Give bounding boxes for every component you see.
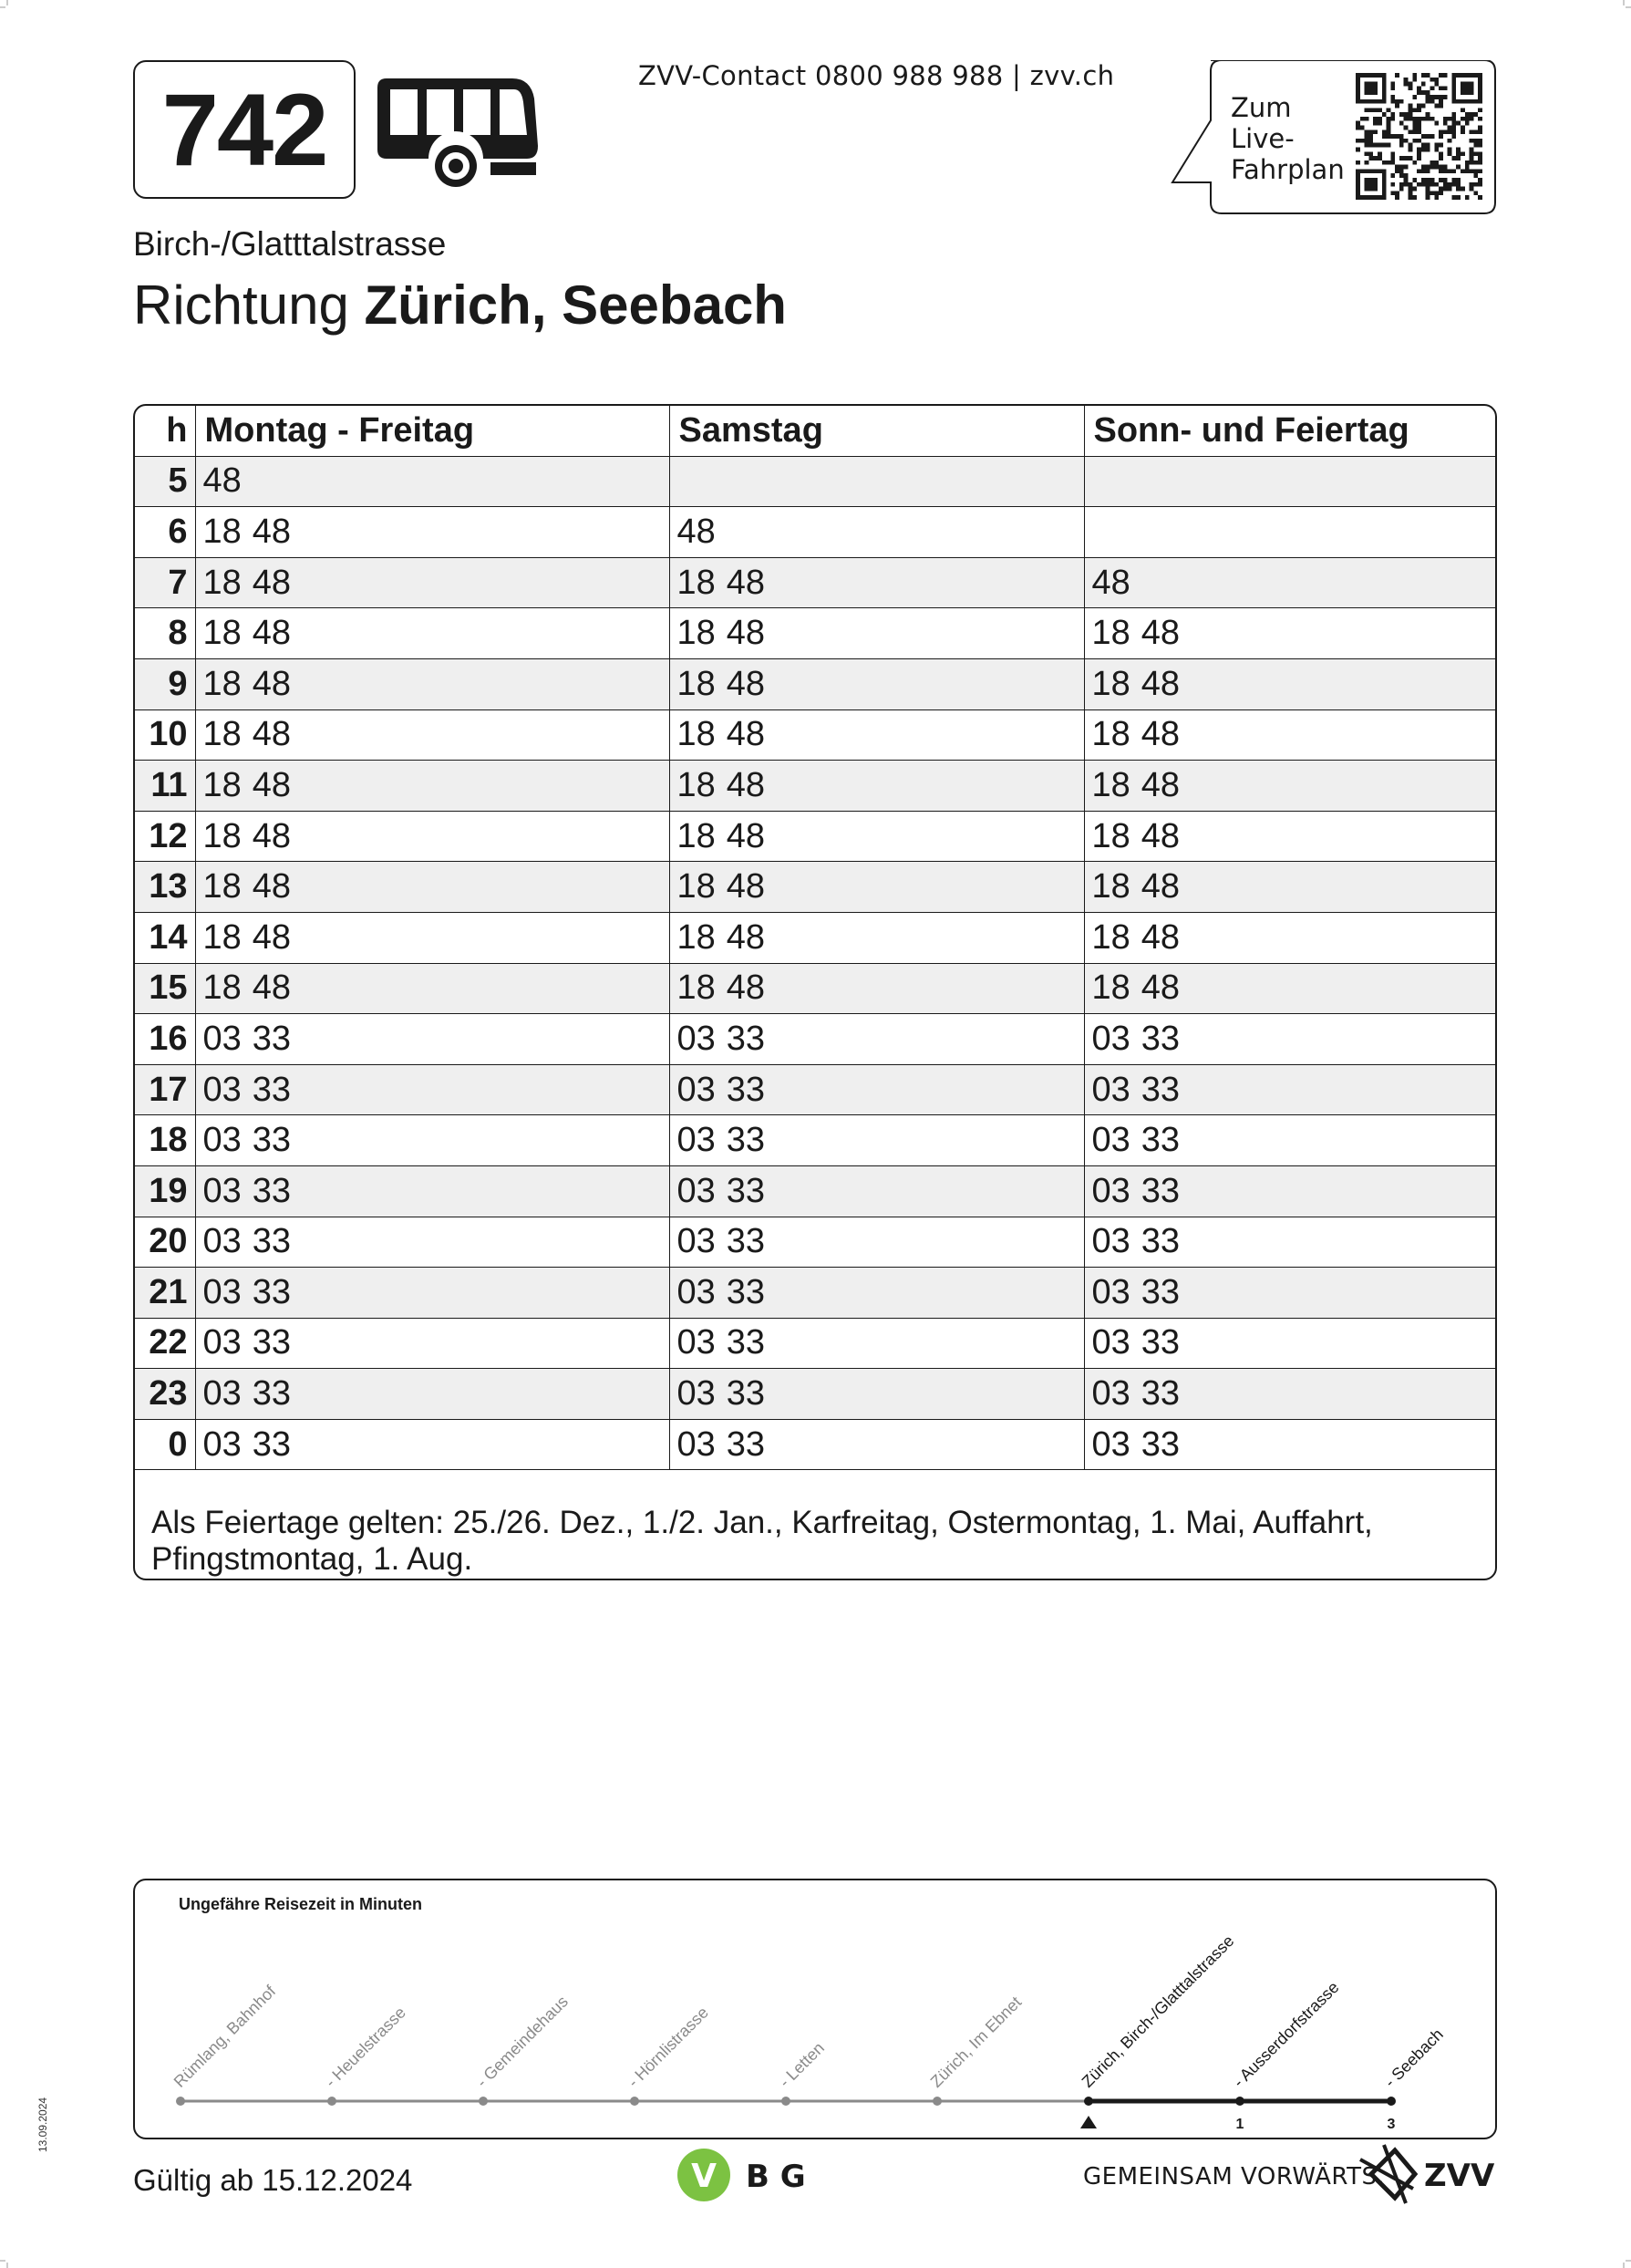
route-stop-name: - Gemeindehaus bbox=[472, 1992, 572, 2091]
minutes-cell-wd bbox=[195, 557, 669, 608]
hour-cell: 12 bbox=[135, 811, 195, 862]
hour-cell: 18 bbox=[135, 1115, 195, 1166]
departure-minute: 03 bbox=[202, 1171, 242, 1210]
departure-minute: 48 bbox=[252, 512, 292, 551]
minutes-cell-wd bbox=[195, 1115, 669, 1166]
route-stop-dot bbox=[327, 2097, 336, 2106]
minutes-cell-su bbox=[1084, 557, 1495, 608]
departure-minute: 33 bbox=[726, 1424, 766, 1464]
departure-minute: 18 bbox=[202, 867, 242, 906]
table-row bbox=[135, 1115, 1495, 1166]
minutes-cell-wd bbox=[195, 761, 669, 812]
table-row bbox=[135, 1419, 1495, 1470]
departure-minute: 03 bbox=[676, 1222, 716, 1261]
table-row bbox=[135, 811, 1495, 862]
line-number: 742 bbox=[133, 60, 356, 199]
departure-minute: 03 bbox=[202, 1222, 242, 1261]
departure-minute: 18 bbox=[676, 765, 716, 804]
qr-code[interactable] bbox=[1356, 73, 1482, 200]
route-stop-dot bbox=[1084, 2097, 1093, 2106]
hour-cell: 8 bbox=[135, 608, 195, 659]
minutes-cell-su bbox=[1084, 1165, 1495, 1217]
departure-minute: 48 bbox=[1141, 614, 1181, 653]
departure-minute: 18 bbox=[1091, 765, 1130, 804]
route-stop-dot bbox=[1387, 2097, 1396, 2106]
departure-minute: 18 bbox=[202, 765, 242, 804]
route-stop-name: - Heuelstrasse bbox=[321, 2003, 409, 2091]
departure-minute: 33 bbox=[252, 1019, 292, 1058]
minutes-cell-sa bbox=[669, 608, 1084, 659]
timetable bbox=[133, 404, 1497, 1580]
minutes-cell-sa bbox=[669, 963, 1084, 1014]
minutes-cell-su bbox=[1084, 912, 1495, 963]
hour-cell: 0 bbox=[135, 1419, 195, 1470]
departure-minute: 18 bbox=[1091, 664, 1130, 703]
minutes-cell-su bbox=[1084, 1369, 1495, 1420]
departure-minute: 18 bbox=[202, 715, 242, 754]
departure-minute: 03 bbox=[202, 1121, 242, 1160]
departure-minute: 33 bbox=[252, 1171, 292, 1210]
current-stop-marker bbox=[1080, 2116, 1097, 2128]
minutes-cell-wd bbox=[195, 1064, 669, 1115]
minutes-cell-sa bbox=[669, 1419, 1084, 1470]
departure-minute: 18 bbox=[202, 917, 242, 957]
minutes-cell-sa bbox=[669, 912, 1084, 963]
route-stop-name: Zürich, Im Ebnet bbox=[926, 1993, 1026, 2091]
departure-minute: 33 bbox=[726, 1171, 766, 1210]
departure-minute: 33 bbox=[1141, 1424, 1181, 1464]
crop-mark bbox=[0, 2255, 13, 2268]
departure-minute: 03 bbox=[202, 1323, 242, 1362]
departure-minute: 48 bbox=[1091, 563, 1130, 602]
route-stop-dot bbox=[176, 2097, 185, 2106]
hour-cell: 21 bbox=[135, 1268, 195, 1319]
departure-minute: 33 bbox=[1141, 1019, 1181, 1058]
hour-cell: 9 bbox=[135, 658, 195, 709]
minutes-cell-sa bbox=[669, 1014, 1084, 1065]
minutes-cell-wd bbox=[195, 1165, 669, 1217]
departure-minute: 03 bbox=[1091, 1121, 1130, 1160]
hour-cell: 15 bbox=[135, 963, 195, 1014]
table-row bbox=[135, 1369, 1495, 1420]
departure-minute: 33 bbox=[252, 1424, 292, 1464]
direction-title: Richtung Zürich, Seebach bbox=[133, 274, 787, 336]
departure-minute: 48 bbox=[1141, 765, 1181, 804]
departure-minute: 18 bbox=[1091, 816, 1130, 855]
route-stop-dot bbox=[781, 2097, 790, 2106]
departure-minute: 33 bbox=[726, 1323, 766, 1362]
print-date: 13.09.2024 bbox=[36, 2097, 49, 2152]
hour-cell: 5 bbox=[135, 456, 195, 507]
table-row bbox=[135, 557, 1495, 608]
hour-cell: 22 bbox=[135, 1318, 195, 1369]
minutes-cell-wd bbox=[195, 1014, 669, 1065]
hour-cell: 6 bbox=[135, 507, 195, 558]
zvv-logo-text: ZVV bbox=[1424, 2158, 1495, 2194]
departure-minute: 48 bbox=[726, 816, 766, 855]
minutes-cell-sa bbox=[669, 1165, 1084, 1217]
departure-minute: 03 bbox=[202, 1272, 242, 1311]
departure-minute: 48 bbox=[202, 461, 242, 501]
column-header-saturday: Samstag bbox=[669, 406, 1084, 456]
minutes-cell-sa bbox=[669, 862, 1084, 913]
route-stop-minutes: 3 bbox=[1387, 2117, 1396, 2132]
crop-mark bbox=[1618, 2255, 1631, 2268]
departure-minute: 03 bbox=[202, 1019, 242, 1058]
hour-cell: 23 bbox=[135, 1369, 195, 1420]
departure-minute: 03 bbox=[202, 1070, 242, 1109]
minutes-cell-sa bbox=[669, 557, 1084, 608]
departure-minute: 03 bbox=[1091, 1019, 1130, 1058]
minutes-cell-su bbox=[1084, 709, 1495, 761]
minutes-cell-su bbox=[1084, 456, 1495, 507]
departure-minute: 48 bbox=[1141, 867, 1181, 906]
departure-minute: 18 bbox=[1091, 614, 1130, 653]
departure-minute: 18 bbox=[676, 614, 716, 653]
route-stop-name: Rümlang, Bahnhof bbox=[170, 1982, 280, 2091]
table-row bbox=[135, 456, 1495, 507]
route-title: Ungefähre Reisezeit in Minuten bbox=[179, 1895, 423, 1913]
minutes-cell-sa bbox=[669, 1318, 1084, 1369]
table-row bbox=[135, 1268, 1495, 1319]
departure-minute: 48 bbox=[726, 867, 766, 906]
route-stop-minutes: 1 bbox=[1235, 2117, 1244, 2132]
route-stop-name: - Hörnlistrasse bbox=[624, 2003, 712, 2091]
minutes-cell-sa bbox=[669, 811, 1084, 862]
departure-minute: 18 bbox=[1091, 968, 1130, 1008]
minutes-cell-wd bbox=[195, 1217, 669, 1268]
minutes-cell-wd bbox=[195, 862, 669, 913]
departure-minute: 48 bbox=[726, 765, 766, 804]
departure-minute: 48 bbox=[726, 917, 766, 957]
departure-minute: 33 bbox=[1141, 1222, 1181, 1261]
departure-minute: 48 bbox=[252, 664, 292, 703]
departure-minute: 48 bbox=[252, 614, 292, 653]
departure-minute: 33 bbox=[1141, 1171, 1181, 1210]
departure-minute: 48 bbox=[252, 867, 292, 906]
route-stop-dot bbox=[1235, 2097, 1244, 2106]
minutes-cell-sa bbox=[669, 761, 1084, 812]
departure-minute: 03 bbox=[676, 1070, 716, 1109]
departure-minute: 33 bbox=[726, 1272, 766, 1311]
departure-minute: 03 bbox=[676, 1374, 716, 1414]
minutes-cell-su bbox=[1084, 862, 1495, 913]
departure-minute: 03 bbox=[1091, 1323, 1130, 1362]
minutes-cell-wd bbox=[195, 1268, 669, 1319]
minutes-cell-sa bbox=[669, 1217, 1084, 1268]
table-row bbox=[135, 658, 1495, 709]
departure-minute: 48 bbox=[1141, 917, 1181, 957]
departure-minute: 48 bbox=[726, 563, 766, 602]
departure-minute: 18 bbox=[202, 968, 242, 1008]
minutes-cell-wd bbox=[195, 912, 669, 963]
departure-minute: 33 bbox=[252, 1272, 292, 1311]
minutes-cell-su bbox=[1084, 1318, 1495, 1369]
minutes-cell-wd bbox=[195, 658, 669, 709]
minutes-cell-sa bbox=[669, 1064, 1084, 1115]
minutes-cell-wd bbox=[195, 456, 669, 507]
departure-minute: 03 bbox=[202, 1374, 242, 1414]
table-row bbox=[135, 1014, 1495, 1065]
table-row bbox=[135, 1064, 1495, 1115]
minutes-cell-su bbox=[1084, 507, 1495, 558]
minutes-cell-su bbox=[1084, 1217, 1495, 1268]
table-row bbox=[135, 608, 1495, 659]
minutes-cell-su bbox=[1084, 1115, 1495, 1166]
departure-minute: 33 bbox=[726, 1374, 766, 1414]
minutes-cell-su bbox=[1084, 658, 1495, 709]
departure-minute: 18 bbox=[676, 867, 716, 906]
departure-minute: 48 bbox=[726, 664, 766, 703]
hour-cell: 11 bbox=[135, 761, 195, 812]
hour-cell: 7 bbox=[135, 557, 195, 608]
departure-minute: 48 bbox=[252, 968, 292, 1008]
departure-minute: 33 bbox=[1141, 1272, 1181, 1311]
departure-minute: 33 bbox=[726, 1121, 766, 1160]
minutes-cell-wd bbox=[195, 1318, 669, 1369]
departure-minute: 03 bbox=[202, 1424, 242, 1464]
stop-name: Birch-/Glatttalstrasse bbox=[133, 225, 447, 263]
departure-minute: 03 bbox=[1091, 1171, 1130, 1210]
crop-mark bbox=[1618, 0, 1631, 13]
table-row bbox=[135, 862, 1495, 913]
departure-minute: 18 bbox=[676, 917, 716, 957]
departure-minute: 03 bbox=[1091, 1374, 1130, 1414]
route-stop-dot bbox=[630, 2097, 639, 2106]
hour-cell: 20 bbox=[135, 1217, 195, 1268]
minutes-cell-wd bbox=[195, 963, 669, 1014]
minutes-cell-su bbox=[1084, 1064, 1495, 1115]
minutes-cell-su bbox=[1084, 1014, 1495, 1065]
minutes-cell-su bbox=[1084, 608, 1495, 659]
table-row bbox=[135, 709, 1495, 761]
valid-from: Gültig ab 15.12.2024 bbox=[133, 2163, 413, 2197]
table-row bbox=[135, 912, 1495, 963]
minutes-cell-wd bbox=[195, 507, 669, 558]
departure-minute: 48 bbox=[726, 968, 766, 1008]
departure-minute: 18 bbox=[1091, 715, 1130, 754]
departure-minute: 18 bbox=[676, 715, 716, 754]
departure-minute: 03 bbox=[1091, 1070, 1130, 1109]
departure-minute: 03 bbox=[676, 1424, 716, 1464]
departure-minute: 48 bbox=[726, 715, 766, 754]
minutes-cell-sa bbox=[669, 658, 1084, 709]
departure-minute: 48 bbox=[252, 563, 292, 602]
minutes-cell-su bbox=[1084, 761, 1495, 812]
departure-minute: 03 bbox=[676, 1019, 716, 1058]
departure-minute: 18 bbox=[676, 968, 716, 1008]
vbg-logo-letters: B G bbox=[746, 2159, 806, 2195]
table-row bbox=[135, 761, 1495, 812]
hour-cell: 19 bbox=[135, 1165, 195, 1217]
table-row bbox=[135, 1217, 1495, 1268]
departure-minute: 48 bbox=[252, 917, 292, 957]
departure-minute: 33 bbox=[726, 1070, 766, 1109]
departure-minute: 03 bbox=[1091, 1424, 1130, 1464]
table-row bbox=[135, 1318, 1495, 1369]
route-stop-name: - Letten bbox=[775, 2038, 828, 2091]
departure-minute: 48 bbox=[676, 512, 716, 551]
departure-minute: 18 bbox=[202, 512, 242, 551]
departure-minute: 18 bbox=[202, 664, 242, 703]
vbg-logo-v: V bbox=[691, 2158, 717, 2195]
column-header-sunday: Sonn- und Feiertag bbox=[1084, 406, 1495, 456]
departure-minute: 03 bbox=[1091, 1222, 1130, 1261]
departure-minute: 33 bbox=[252, 1070, 292, 1109]
departure-minute: 18 bbox=[676, 664, 716, 703]
zvv-logo bbox=[1358, 2143, 1497, 2205]
contact-info: ZVV-Contact 0800 988 988 | zvv.ch bbox=[638, 60, 1115, 91]
departure-minute: 48 bbox=[1141, 664, 1181, 703]
departure-minute: 48 bbox=[1141, 715, 1181, 754]
departure-minute: 33 bbox=[1141, 1374, 1181, 1414]
departure-minute: 33 bbox=[1141, 1070, 1181, 1109]
table-row bbox=[135, 507, 1495, 558]
hour-cell: 14 bbox=[135, 912, 195, 963]
departure-minute: 18 bbox=[1091, 867, 1130, 906]
departure-minute: 18 bbox=[1091, 917, 1130, 957]
minutes-cell-wd bbox=[195, 811, 669, 862]
route-stop-name: Zürich, Birch-/Glatttalstrasse bbox=[1078, 1931, 1238, 2091]
vbg-logo bbox=[676, 2147, 822, 2203]
minutes-cell-wd bbox=[195, 608, 669, 659]
departure-minute: 48 bbox=[726, 614, 766, 653]
column-header-hour: h bbox=[135, 406, 195, 456]
departure-minute: 33 bbox=[726, 1019, 766, 1058]
minutes-cell-wd bbox=[195, 1419, 669, 1470]
column-header-weekday: Montag - Freitag bbox=[195, 406, 669, 456]
departure-minute: 03 bbox=[676, 1121, 716, 1160]
bus-icon bbox=[376, 75, 540, 195]
live-timetable-label: Zum Live- Fahrplan bbox=[1231, 92, 1345, 185]
hour-cell: 13 bbox=[135, 862, 195, 913]
minutes-cell-sa bbox=[669, 1115, 1084, 1166]
holiday-note: Als Feiertage gelten: 25./26. Dez., 1./2. Jan., Karfreitag, Ostermontag, 1. Mai, Auffahrt, Pfingstmontag, 1. Aug. bbox=[151, 1505, 1373, 1578]
departure-minute: 03 bbox=[676, 1171, 716, 1210]
route-stop-name: - Ausserdorfstrasse bbox=[1229, 1978, 1343, 2091]
hour-cell: 10 bbox=[135, 709, 195, 761]
departure-minute: 33 bbox=[252, 1222, 292, 1261]
table-row bbox=[135, 1165, 1495, 1217]
minutes-cell-su bbox=[1084, 1268, 1495, 1319]
minutes-cell-sa bbox=[669, 456, 1084, 507]
minutes-cell-wd bbox=[195, 709, 669, 761]
minutes-cell-sa bbox=[669, 1369, 1084, 1420]
table-row bbox=[135, 963, 1495, 1014]
departure-minute: 03 bbox=[676, 1323, 716, 1362]
minutes-cell-wd bbox=[195, 1369, 669, 1420]
departure-minute: 18 bbox=[676, 816, 716, 855]
minutes-cell-su bbox=[1084, 963, 1495, 1014]
route-stop-dot bbox=[479, 2097, 488, 2106]
hour-cell: 16 bbox=[135, 1014, 195, 1065]
departure-minute: 48 bbox=[1141, 816, 1181, 855]
minutes-cell-sa bbox=[669, 709, 1084, 761]
departure-minute: 18 bbox=[676, 563, 716, 602]
departure-minute: 18 bbox=[202, 614, 242, 653]
departure-minute: 48 bbox=[252, 765, 292, 804]
departure-minute: 48 bbox=[252, 715, 292, 754]
crop-mark bbox=[0, 0, 13, 13]
departure-minute: 03 bbox=[676, 1272, 716, 1311]
departure-minute: 33 bbox=[1141, 1323, 1181, 1362]
minutes-cell-sa bbox=[669, 507, 1084, 558]
minutes-cell-sa bbox=[669, 1268, 1084, 1319]
departure-minute: 48 bbox=[252, 816, 292, 855]
departure-minute: 18 bbox=[202, 816, 242, 855]
departure-minute: 33 bbox=[1141, 1121, 1181, 1160]
hour-cell: 17 bbox=[135, 1064, 195, 1115]
departure-minute: 33 bbox=[726, 1222, 766, 1261]
departure-minute: 33 bbox=[252, 1323, 292, 1362]
departure-minute: 03 bbox=[1091, 1272, 1130, 1311]
minutes-cell-su bbox=[1084, 811, 1495, 862]
departure-minute: 18 bbox=[202, 563, 242, 602]
departure-minute: 48 bbox=[1141, 968, 1181, 1008]
minutes-cell-su bbox=[1084, 1419, 1495, 1470]
departure-minute: 33 bbox=[252, 1374, 292, 1414]
route-stop-name: - Seebach bbox=[1380, 2025, 1447, 2091]
slogan: GEMEINSAM VORWÄRTS. bbox=[1083, 2163, 1386, 2190]
route-stop-dot bbox=[933, 2097, 942, 2106]
departure-minute: 33 bbox=[252, 1121, 292, 1160]
route-diagram bbox=[133, 1879, 1497, 2139]
